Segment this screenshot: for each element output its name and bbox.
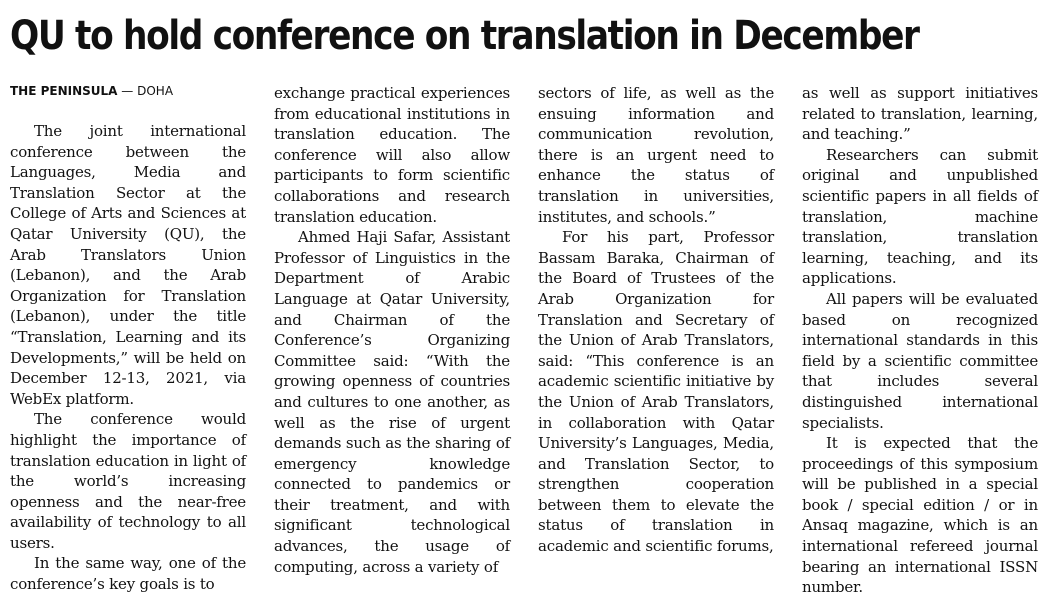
article-column-1 — [10, 83, 246, 594]
paragraph: The joint international conference between the Languages, Media and Translation Sector at the College of Arts and Sciences at Qatar University (QU), the Arab Translators Union (Lebanon), and the Arab Organization for Translation (Lebanon), under the title “Translation, Learning and its Developments,” will be held on December 12-13, 2021, via WebEx platform. — [10, 122, 246, 408]
paragraph: Ahmed Haji Safar, Assistant Professor of Linguistics in the Department of Arabic Language at Qatar University, and Chairman of the Conference’s Organizing Committee said: “With the growing openness of countries and cultures to one another, as well as the rise of urgent demands such as the sharing of emergency knowledge connected to pandemics or their treatment, and with significant technological advances, the usage of computing, across a variety of — [274, 228, 510, 576]
byline-location: DOHA — [137, 84, 174, 98]
paragraph: The conference would highlight the importance of translation education in light of the world’s increasing openness and the near-free availability of technology to all users. — [10, 410, 246, 552]
paragraph: It is expected that the proceedings of this symposium will be published in a special book / special edition / or in Ansaq magazine, which is an international refereed journal bearing an international ISSN number. — [802, 434, 1038, 597]
paragraph: All papers will be evaluated based on recognized international standards in this field by a scientific committee that includes several distinguished international specialists. — [802, 289, 1038, 432]
byline-separator: — — [117, 84, 138, 98]
paragraph-continued: sectors of life, as well as the ensuing information and communication revolution, there is an urgent need to enhance the status of translation in universities, institutes, and schools.” — [538, 84, 774, 226]
paragraph: For his part, Professor Bassam Baraka, Chairman of the Board of Trustees of the Arab Organization for Translation and Secretary of the Union of Arab Translators, said: “This conference is an academic scientific initiative by the Union of Arab Translators, in collaboration with Qatar University’s Languages, Media, and Translation Sector, to strengthen cooperation between them to elevate the status of translation in academic and scientific forums, — [538, 228, 774, 556]
article-headline: QU to hold conference on translation in December — [10, 13, 919, 59]
article-column-2 — [274, 83, 510, 576]
article-column-4 — [802, 83, 1038, 597]
paragraph: Researchers can submit original and unpublished scientific papers in all fields of translation, machine translation, translation learning, teaching, and its applications. — [802, 145, 1038, 288]
paragraph-continued: as well as support initiatives related to translation, learning, and teaching.” — [802, 84, 1038, 144]
article-column-3 — [538, 83, 774, 556]
byline-source: THE PENINSULA — [10, 84, 118, 98]
byline — [10, 83, 246, 121]
paragraph-continued: exchange practical experiences from educational institutions in translation education. The conference will also allow participants to form scientific collaborations and research translation education. — [274, 84, 510, 226]
paragraph: In the same way, one of the conference’s key goals is to — [10, 554, 246, 594]
